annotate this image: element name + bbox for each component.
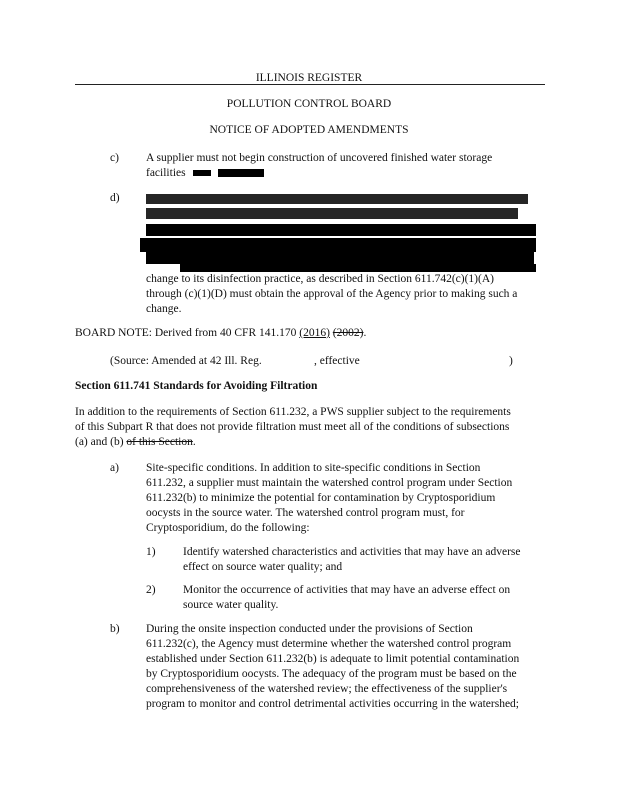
section-heading: Section 611.741 Standards for Avoiding Filtration: [75, 380, 318, 392]
intro-line2: of this Subpart R that does not provide filtration must meet all of the conditions of subsections: [75, 421, 510, 433]
item-c-line2: facilities: [146, 167, 186, 179]
source-left: (Source: Amended at 42 Ill. Reg.: [110, 355, 262, 367]
register-title: ILLINOIS REGISTER: [255, 72, 363, 84]
item-a-label: a): [110, 462, 119, 474]
redaction-block: [146, 194, 528, 204]
redaction-mark: [218, 169, 264, 177]
redaction-block: [146, 224, 536, 236]
item-d-line-a: change to its disinfection practice, as described in Section 611.742(c)(1)(A): [146, 273, 494, 285]
item-a-line: Site-specific conditions. In addition to site-specific conditions in Section: [146, 462, 481, 474]
item-b-label: b): [110, 623, 120, 635]
board-note-added: (2016): [299, 327, 330, 339]
redaction-block: [180, 264, 536, 272]
header-rule: [75, 84, 545, 85]
item-a-line: 611.232(b) to minimize the potential for contamination by Cryptosporidium: [146, 492, 496, 504]
item-a-line: oocysts in the source water. The watershed control program must, for: [146, 507, 465, 519]
sub-1-line: Identify watershed characteristics and activities that may have an adverse: [183, 546, 521, 558]
board-title: POLLUTION CONTROL BOARD: [226, 98, 392, 110]
item-c-label: c): [110, 152, 119, 164]
intro-line1: In addition to the requirements of Section 611.232, a PWS supplier subject to the requirements: [75, 406, 511, 418]
intro-line3-prefix: (a) and (b): [75, 436, 127, 448]
sub-2-line: source water quality.: [183, 599, 279, 611]
redaction-mark: [193, 170, 211, 176]
board-note-text: BOARD NOTE: Derived from 40 CFR 141.170: [75, 327, 300, 339]
item-a-line: Cryptosporidium, do the following:: [146, 522, 310, 534]
item-d-line-b: through (c)(1)(D) must obtain the approval of the Agency prior to making such a: [146, 288, 518, 300]
source-right: ): [509, 355, 513, 367]
board-note-deleted: (2002): [332, 327, 364, 339]
redaction-block: [146, 208, 518, 219]
item-b-line: program to monitor and control detrimental activities occurring in the watershed;: [146, 698, 519, 710]
redaction-block: [146, 252, 534, 264]
redaction-block: [140, 238, 536, 252]
notice-title: NOTICE OF ADOPTED AMENDMENTS: [209, 124, 409, 136]
item-b-line: During the onsite inspection conducted under the provisions of Section: [146, 623, 473, 635]
board-note-end: .: [363, 327, 367, 339]
item-d-line-c: change.: [146, 303, 182, 315]
sub-2-line: Monitor the occurrence of activities that may have an adverse effect on: [183, 584, 511, 596]
item-d-label: d): [110, 192, 120, 204]
item-b-line: comprehensiveness of the watershed review; the effectiveness of the supplier's: [146, 683, 508, 695]
intro-line3-suffix: .: [192, 436, 196, 448]
intro-line3: [75, 435, 196, 450]
item-b-line: 611.232(c), the Agency must determine whether the watershed control program: [146, 638, 512, 650]
item-b-line: established under Section 611.232(b) is adequate to limit potential contamination: [146, 653, 520, 665]
item-c-line1: A supplier must not begin construction of uncovered finished water storage: [146, 152, 493, 164]
item-b-line: by Cryptosporidium oocysts. The adequacy of the program must be based on the: [146, 668, 517, 680]
sub-1-line: effect on source water quality; and: [183, 561, 343, 573]
item-a-line: 611.232, a supplier must maintain the watershed control program under Section: [146, 477, 513, 489]
sub-1-label: 1): [146, 546, 156, 558]
intro-line3-deleted: of this Section: [126, 436, 193, 448]
sub-2-label: 2): [146, 584, 156, 596]
source-mid: , effective: [314, 355, 360, 367]
board-note: [75, 326, 366, 341]
